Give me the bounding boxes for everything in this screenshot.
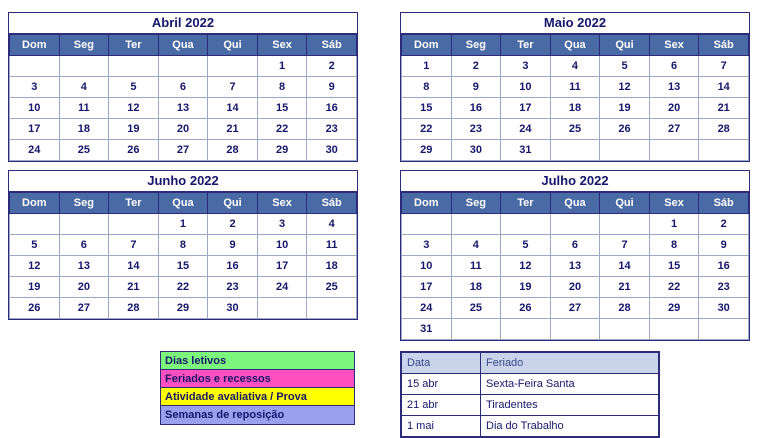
holiday-row bbox=[402, 416, 659, 437]
calendar-day-cell[interactable]: 26 bbox=[600, 119, 650, 140]
calendar-day-cell[interactable]: 8 bbox=[402, 77, 452, 98]
calendar-day-cell[interactable]: 19 bbox=[600, 98, 650, 119]
calendar-day-cell[interactable]: 12 bbox=[10, 256, 60, 277]
calendar-day-cell[interactable]: 18 bbox=[307, 256, 357, 277]
calendar-week-row bbox=[402, 214, 749, 235]
weekday-header: Sáb bbox=[307, 193, 357, 214]
calendar-empty-cell bbox=[451, 319, 501, 340]
calendar-day-cell[interactable]: 30 bbox=[451, 140, 501, 161]
calendar-empty-cell bbox=[649, 140, 699, 161]
calendar-day-cell[interactable]: 3 bbox=[10, 77, 60, 98]
calendar-day-cell[interactable]: 19 bbox=[10, 277, 60, 298]
calendar-month bbox=[400, 170, 750, 341]
calendar-day-cell[interactable]: 15 bbox=[158, 256, 208, 277]
calendar-day-cell[interactable]: 14 bbox=[600, 256, 650, 277]
calendar-week-row bbox=[10, 298, 357, 319]
weekday-header: Ter bbox=[109, 193, 159, 214]
calendar-week-row bbox=[402, 235, 749, 256]
calendar-day-cell[interactable]: 4 bbox=[307, 214, 357, 235]
calendar-day-cell[interactable]: 2 bbox=[208, 214, 258, 235]
calendar-day-cell[interactable]: 29 bbox=[649, 298, 699, 319]
calendar-day-cell[interactable]: 30 bbox=[208, 298, 258, 319]
holiday-table bbox=[401, 352, 659, 437]
calendar-day-cell[interactable]: 27 bbox=[158, 140, 208, 161]
calendar-week-row bbox=[10, 56, 357, 77]
calendar-day-cell[interactable]: 17 bbox=[257, 256, 307, 277]
calendar-day-cell[interactable]: 7 bbox=[600, 235, 650, 256]
calendar-week-row bbox=[10, 98, 357, 119]
weekday-header-row bbox=[402, 193, 749, 214]
weekday-header: Sáb bbox=[699, 193, 749, 214]
calendar-empty-cell bbox=[699, 140, 749, 161]
legend-item: Semanas de reposição bbox=[161, 406, 354, 424]
calendar-week-row bbox=[10, 277, 357, 298]
calendar-empty-cell bbox=[402, 214, 452, 235]
calendar-day-cell[interactable]: 17 bbox=[501, 98, 551, 119]
calendar-empty-cell bbox=[501, 319, 551, 340]
weekday-header: Qua bbox=[550, 35, 600, 56]
calendar-empty-cell bbox=[208, 56, 258, 77]
calendar-table bbox=[401, 192, 749, 340]
calendar-month bbox=[8, 12, 358, 162]
calendar-day-cell[interactable]: 28 bbox=[109, 298, 159, 319]
calendar-month-title: Abril 2022 bbox=[9, 13, 357, 34]
calendar-day-cell[interactable]: 10 bbox=[402, 256, 452, 277]
weekday-header-row bbox=[402, 35, 749, 56]
weekday-header: Qui bbox=[208, 35, 258, 56]
calendar-week-row bbox=[402, 98, 749, 119]
calendar-empty-cell bbox=[501, 214, 551, 235]
calendar-day-cell[interactable]: 24 bbox=[10, 140, 60, 161]
weekday-header: Dom bbox=[10, 193, 60, 214]
calendar-day-cell[interactable]: 16 bbox=[451, 98, 501, 119]
calendar-month-title: Julho 2022 bbox=[401, 171, 749, 192]
legend-item: Feriados e recessos bbox=[161, 370, 354, 388]
calendar-day-cell[interactable]: 12 bbox=[501, 256, 551, 277]
calendar-day-cell[interactable]: 1 bbox=[158, 214, 208, 235]
calendar-day-cell[interactable]: 7 bbox=[109, 235, 159, 256]
calendar-week-row bbox=[10, 77, 357, 98]
calendar-empty-cell bbox=[699, 319, 749, 340]
calendar-day-cell[interactable]: 30 bbox=[307, 140, 357, 161]
calendar-week-row bbox=[402, 319, 749, 340]
holiday-row bbox=[402, 374, 659, 395]
calendar-day-cell[interactable]: 6 bbox=[649, 56, 699, 77]
calendar-day-cell[interactable]: 2 bbox=[451, 56, 501, 77]
calendar-day-cell[interactable]: 28 bbox=[208, 140, 258, 161]
calendar-day-cell[interactable]: 1 bbox=[649, 214, 699, 235]
calendar-day-cell[interactable]: 2 bbox=[307, 56, 357, 77]
calendar-day-cell[interactable]: 8 bbox=[158, 235, 208, 256]
calendar-day-cell[interactable]: 17 bbox=[10, 119, 60, 140]
calendar-day-cell[interactable]: 11 bbox=[307, 235, 357, 256]
weekday-header: Qui bbox=[208, 193, 258, 214]
calendar-day-cell[interactable]: 6 bbox=[158, 77, 208, 98]
weekday-header: Sex bbox=[649, 193, 699, 214]
calendar-empty-cell bbox=[600, 319, 650, 340]
calendar-week-row bbox=[10, 119, 357, 140]
calendar-day-cell[interactable]: 12 bbox=[109, 98, 159, 119]
calendar-day-cell[interactable]: 7 bbox=[208, 77, 258, 98]
calendar-empty-cell bbox=[59, 56, 109, 77]
holiday-date: 1 mai bbox=[402, 416, 481, 437]
calendar-day-cell[interactable]: 13 bbox=[550, 256, 600, 277]
calendar-empty-cell bbox=[307, 298, 357, 319]
calendar-week-row bbox=[10, 235, 357, 256]
calendar-day-cell[interactable]: 30 bbox=[699, 298, 749, 319]
calendar-month-title: Maio 2022 bbox=[401, 13, 749, 34]
weekday-header: Qua bbox=[158, 193, 208, 214]
calendar-day-cell[interactable]: 20 bbox=[59, 277, 109, 298]
calendar-day-cell[interactable]: 18 bbox=[550, 98, 600, 119]
calendar-day-cell[interactable]: 4 bbox=[451, 235, 501, 256]
calendar-empty-cell bbox=[550, 214, 600, 235]
calendar-day-cell[interactable]: 27 bbox=[649, 119, 699, 140]
weekday-header: Sáb bbox=[699, 35, 749, 56]
calendar-day-cell[interactable]: 24 bbox=[257, 277, 307, 298]
calendar-day-cell[interactable]: 6 bbox=[59, 235, 109, 256]
calendar-table bbox=[9, 192, 357, 319]
calendar-day-cell[interactable]: 24 bbox=[501, 119, 551, 140]
weekday-header: Dom bbox=[10, 35, 60, 56]
weekday-header: Sex bbox=[257, 193, 307, 214]
calendar-empty-cell bbox=[257, 298, 307, 319]
calendar-day-cell[interactable]: 4 bbox=[59, 77, 109, 98]
calendar-day-cell[interactable]: 21 bbox=[699, 98, 749, 119]
calendar-day-cell[interactable]: 20 bbox=[649, 98, 699, 119]
calendar-day-cell[interactable]: 2 bbox=[699, 214, 749, 235]
weekday-header-row bbox=[10, 35, 357, 56]
weekday-header: Qua bbox=[158, 35, 208, 56]
weekday-header: Seg bbox=[59, 35, 109, 56]
calendar-day-cell[interactable]: 20 bbox=[550, 277, 600, 298]
calendar-day-cell[interactable]: 23 bbox=[699, 277, 749, 298]
calendar-day-cell[interactable]: 10 bbox=[501, 77, 551, 98]
calendar-empty-cell bbox=[600, 214, 650, 235]
holiday-date: 15 abr bbox=[402, 374, 481, 395]
calendar-day-cell[interactable]: 29 bbox=[158, 298, 208, 319]
calendar-empty-cell bbox=[59, 214, 109, 235]
calendar-day-cell[interactable]: 26 bbox=[501, 298, 551, 319]
calendar-day-cell[interactable]: 19 bbox=[109, 119, 159, 140]
calendar-day-cell[interactable]: 25 bbox=[307, 277, 357, 298]
holiday-header-date: Data bbox=[402, 353, 481, 374]
calendar-empty-cell bbox=[649, 319, 699, 340]
calendar-day-cell[interactable]: 25 bbox=[59, 140, 109, 161]
calendar-day-cell[interactable]: 25 bbox=[451, 298, 501, 319]
calendar-day-cell[interactable]: 14 bbox=[208, 98, 258, 119]
calendar-empty-cell bbox=[158, 56, 208, 77]
calendar-week-row bbox=[402, 277, 749, 298]
calendar-day-cell[interactable]: 31 bbox=[501, 140, 551, 161]
calendar-day-cell[interactable]: 26 bbox=[10, 298, 60, 319]
calendar-empty-cell bbox=[109, 214, 159, 235]
calendar-day-cell[interactable]: 14 bbox=[109, 256, 159, 277]
holiday-table-box bbox=[400, 351, 660, 438]
calendar-day-cell[interactable]: 5 bbox=[10, 235, 60, 256]
calendar-day-cell[interactable]: 28 bbox=[600, 298, 650, 319]
calendar-day-cell[interactable]: 15 bbox=[649, 256, 699, 277]
weekday-header: Seg bbox=[451, 35, 501, 56]
calendar-day-cell[interactable]: 22 bbox=[257, 119, 307, 140]
calendar-day-cell[interactable]: 27 bbox=[550, 298, 600, 319]
calendar-day-cell[interactable]: 20 bbox=[158, 119, 208, 140]
calendar-day-cell[interactable]: 9 bbox=[208, 235, 258, 256]
weekday-header: Sex bbox=[649, 35, 699, 56]
calendar-empty-cell bbox=[10, 214, 60, 235]
calendar-day-cell[interactable]: 28 bbox=[699, 119, 749, 140]
weekday-header: Qua bbox=[550, 193, 600, 214]
calendar-day-cell[interactable]: 21 bbox=[109, 277, 159, 298]
weekday-header: Qui bbox=[600, 193, 650, 214]
calendar-week-row bbox=[402, 298, 749, 319]
weekday-header: Ter bbox=[109, 35, 159, 56]
calendar-day-cell[interactable]: 3 bbox=[257, 214, 307, 235]
calendar-day-cell[interactable]: 16 bbox=[307, 98, 357, 119]
legend-item: Dias letivos bbox=[161, 352, 354, 370]
calendar-day-cell[interactable]: 21 bbox=[600, 277, 650, 298]
calendar-empty-cell bbox=[109, 56, 159, 77]
calendar-month-title: Junho 2022 bbox=[9, 171, 357, 192]
holiday-name: Tiradentes bbox=[481, 395, 659, 416]
calendar-week-row bbox=[10, 256, 357, 277]
calendar-day-cell[interactable]: 23 bbox=[208, 277, 258, 298]
calendar-empty-cell bbox=[451, 214, 501, 235]
calendar-empty-cell bbox=[600, 140, 650, 161]
calendar-day-cell[interactable]: 13 bbox=[158, 98, 208, 119]
calendar-day-cell[interactable]: 6 bbox=[550, 235, 600, 256]
weekday-header: Qui bbox=[600, 35, 650, 56]
calendar-day-cell[interactable]: 12 bbox=[600, 77, 650, 98]
calendar-table bbox=[401, 34, 749, 161]
calendar-day-cell[interactable]: 3 bbox=[402, 235, 452, 256]
calendar-day-cell[interactable]: 13 bbox=[59, 256, 109, 277]
weekday-header: Seg bbox=[451, 193, 501, 214]
calendar-empty-cell bbox=[550, 319, 600, 340]
calendar-month bbox=[8, 170, 358, 320]
calendar-day-cell[interactable]: 5 bbox=[501, 235, 551, 256]
holiday-table-header-row bbox=[402, 353, 659, 374]
calendar-day-cell[interactable]: 22 bbox=[402, 119, 452, 140]
calendar-day-cell[interactable]: 19 bbox=[501, 277, 551, 298]
calendar-day-cell[interactable]: 22 bbox=[649, 277, 699, 298]
calendar-day-cell[interactable]: 9 bbox=[307, 77, 357, 98]
calendar-day-cell[interactable]: 16 bbox=[208, 256, 258, 277]
legend-item: Atividade avaliativa / Prova bbox=[161, 388, 354, 406]
holiday-name: Dia do Trabalho bbox=[481, 416, 659, 437]
calendar-day-cell[interactable]: 15 bbox=[257, 98, 307, 119]
calendar-day-cell[interactable]: 4 bbox=[550, 56, 600, 77]
calendar-week-row bbox=[10, 214, 357, 235]
legend-box bbox=[160, 351, 355, 425]
weekday-header: Ter bbox=[501, 193, 551, 214]
calendar-week-row bbox=[402, 140, 749, 161]
calendar-week-row bbox=[402, 77, 749, 98]
calendar-day-cell[interactable]: 1 bbox=[402, 56, 452, 77]
calendar-month bbox=[400, 12, 750, 162]
calendar-day-cell[interactable]: 10 bbox=[10, 98, 60, 119]
weekday-header: Ter bbox=[501, 35, 551, 56]
calendar-day-cell[interactable]: 24 bbox=[402, 298, 452, 319]
calendar-day-cell[interactable]: 9 bbox=[451, 77, 501, 98]
weekday-header: Dom bbox=[402, 35, 452, 56]
calendar-day-cell[interactable]: 7 bbox=[699, 56, 749, 77]
weekday-header-row bbox=[10, 193, 357, 214]
calendar-day-cell[interactable]: 21 bbox=[208, 119, 258, 140]
calendar-day-cell[interactable]: 11 bbox=[550, 77, 600, 98]
calendar-day-cell[interactable]: 13 bbox=[649, 77, 699, 98]
calendar-day-cell[interactable]: 18 bbox=[59, 119, 109, 140]
holiday-header-name: Feriado bbox=[481, 353, 659, 374]
calendar-day-cell[interactable]: 11 bbox=[451, 256, 501, 277]
calendar-day-cell[interactable]: 3 bbox=[501, 56, 551, 77]
calendar-day-cell[interactable]: 23 bbox=[307, 119, 357, 140]
holiday-date: 21 abr bbox=[402, 395, 481, 416]
calendar-day-cell[interactable]: 27 bbox=[59, 298, 109, 319]
weekday-header: Sex bbox=[257, 35, 307, 56]
calendar-week-row bbox=[402, 119, 749, 140]
calendar-day-cell[interactable]: 23 bbox=[451, 119, 501, 140]
holiday-name: Sexta-Feira Santa bbox=[481, 374, 659, 395]
holiday-row bbox=[402, 395, 659, 416]
calendar-day-cell[interactable]: 1 bbox=[257, 56, 307, 77]
calendar-day-cell[interactable]: 8 bbox=[649, 235, 699, 256]
calendar-day-cell[interactable]: 22 bbox=[158, 277, 208, 298]
calendar-week-row bbox=[402, 56, 749, 77]
calendar-day-cell[interactable]: 17 bbox=[402, 277, 452, 298]
calendar-day-cell[interactable]: 8 bbox=[257, 77, 307, 98]
calendar-day-cell[interactable]: 26 bbox=[109, 140, 159, 161]
calendar-day-cell[interactable]: 9 bbox=[699, 235, 749, 256]
calendar-day-cell[interactable]: 14 bbox=[699, 77, 749, 98]
calendar-day-cell[interactable]: 18 bbox=[451, 277, 501, 298]
calendar-empty-cell bbox=[10, 56, 60, 77]
calendar-day-cell[interactable]: 25 bbox=[550, 119, 600, 140]
calendar-empty-cell bbox=[550, 140, 600, 161]
calendar-week-row bbox=[10, 140, 357, 161]
weekday-header: Seg bbox=[59, 193, 109, 214]
calendar-day-cell[interactable]: 15 bbox=[402, 98, 452, 119]
weekday-header: Dom bbox=[402, 193, 452, 214]
calendar-day-cell[interactable]: 11 bbox=[59, 98, 109, 119]
calendar-day-cell[interactable]: 10 bbox=[257, 235, 307, 256]
calendar-day-cell[interactable]: 31 bbox=[402, 319, 452, 340]
calendar-week-row bbox=[402, 256, 749, 277]
calendar-day-cell[interactable]: 5 bbox=[600, 56, 650, 77]
calendar-table bbox=[9, 34, 357, 161]
weekday-header: Sáb bbox=[307, 35, 357, 56]
calendar-day-cell[interactable]: 29 bbox=[257, 140, 307, 161]
calendar-day-cell[interactable]: 5 bbox=[109, 77, 159, 98]
calendar-day-cell[interactable]: 29 bbox=[402, 140, 452, 161]
calendar-day-cell[interactable]: 16 bbox=[699, 256, 749, 277]
